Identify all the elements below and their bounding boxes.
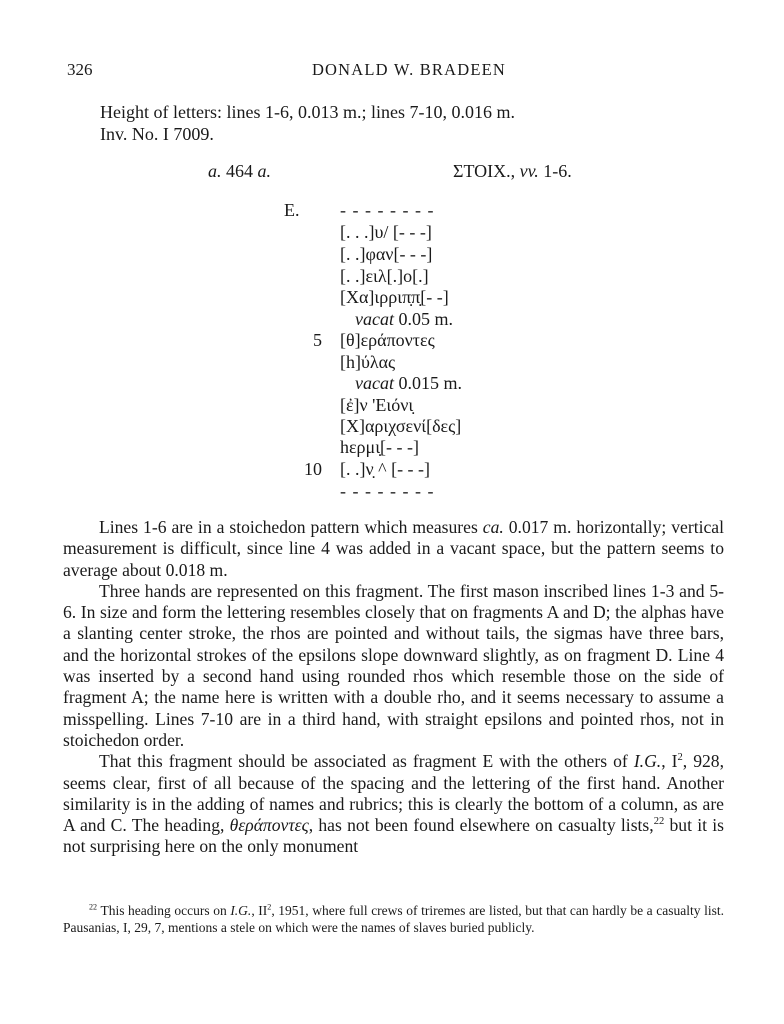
body-text <box>63 517 724 858</box>
fragment-label: E. <box>284 200 300 220</box>
inventory-number: Inv. No. I 7009. <box>100 124 214 144</box>
paragraph: Lines 1-6 are in a stoichedon pattern which measures ca. 0.017 m. horizontally; vertical measurement is difficult, since line 4 was added in a vacant space, but the pattern seems to average about 0.018 m. <box>63 517 724 580</box>
text-span: , I <box>661 751 678 772</box>
footnote-ref: 22 <box>653 816 665 828</box>
text-span: but it is not surprising here on the only monument <box>63 815 724 857</box>
inscription-line: [Χ]αριχσενί[δες] <box>340 416 462 436</box>
inscription-line: [. .]ν̣ ^ [- - -] <box>340 459 431 479</box>
footnote-marker: 22 <box>89 902 98 912</box>
stoichedon-note: ΣTOIX., vv. 1-6. <box>453 161 572 181</box>
footnote-text <box>63 903 724 936</box>
inscription-line: [. . .]υ/ [- - -] <box>340 222 432 242</box>
inscription-line: [. .]φαν[- - -] <box>340 244 433 264</box>
paragraph <box>63 751 724 857</box>
paragraph: Three hands are represented on this fragment. The first mason inscribed lines 1-3 and 5-6. In size and form the lettering resembles closely that on fragments A and D; the alphas have a slanting center stroke, the rhos are pointed and without tails, the sigmas have three bars, and the horizontal strokes of the epsilons slope downward slightly, as on fragment D. Line 4 was inserted by a second hand using rounded rhos which resemble those on the side of fragment A; the name here is written with a double rho, and it seems necessary to assume a misspelling. Lines 7-10 are in a third hand, with straight epsilons and pointed rhos, not in stoichedon order. <box>63 580 724 750</box>
inscription-date: a. 464 a. <box>208 161 271 181</box>
page-number: 326 <box>67 60 93 79</box>
text-span: That this fragment should be associated as fragment E with the others of <box>99 751 634 772</box>
running-head: DONALD W. BRADEEN <box>311 60 507 79</box>
inscription-line: - - - - - - - - <box>340 481 435 501</box>
inscription-line: [h]ύλας <box>340 352 396 372</box>
inscription-line: hερμι̣[- - -] <box>340 437 420 457</box>
inscription-line: [. .]ειλ[.]ο[.] <box>340 266 429 286</box>
footnote <box>63 903 724 936</box>
text-span: , has not been found elsewhere on casualty lists, <box>308 815 654 836</box>
inscription-line: [θ]εράποντες <box>340 330 435 350</box>
superscript: 2 <box>267 902 272 912</box>
inscription-line: [ἐ]ν 'Ειόνι̣ <box>340 395 414 415</box>
text-span: This heading occurs on <box>97 903 231 918</box>
letter-height-line: Height of letters: lines 1-6, 0.013 m.; lines 7-10, 0.016 m. <box>100 102 515 122</box>
inscription-line: - - - - - - - - <box>340 200 435 220</box>
line-number-10: 10 <box>304 459 322 479</box>
greek-term: θεράποντες <box>229 815 309 836</box>
line-number-5: 5 <box>313 330 322 350</box>
citation: I.G. <box>230 903 252 918</box>
superscript: 2 <box>677 752 683 764</box>
inscription-line: [Χα]ιρριπ̣π̣[- -] <box>340 287 449 307</box>
text-span: , II <box>251 903 268 918</box>
inscription-vacat: vacat 0.05 m. <box>355 309 453 329</box>
text-span: , 1951, where full crews of triremes are listed, but that can hardly be a casualty list. Pausanias, I, 29, 7, mentions a stele on which were the names of slaves buried publicly. <box>63 903 724 935</box>
text-span: , 928, seems clear, first of all because of the spacing and the lettering of the first hand. Another similarity is in the adding of names and rubrics; this is clearly the bottom of a column, as are A and C. The heading, <box>63 751 724 836</box>
citation: I.G. <box>633 751 662 772</box>
inscription-vacat: vacat 0.015 m. <box>355 373 462 393</box>
